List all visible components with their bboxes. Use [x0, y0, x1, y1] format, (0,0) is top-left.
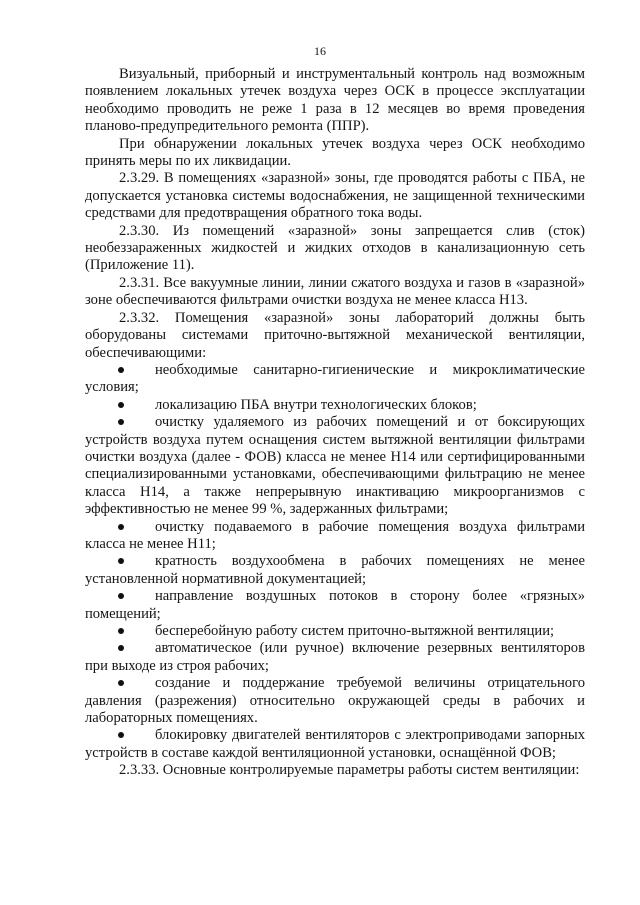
bullet-text: необходимые санитарно-гигиенические и микроклиматические условия; — [85, 361, 585, 396]
bullet-item — [85, 675, 585, 727]
bullet-icon — [118, 419, 124, 425]
bullet-icon — [118, 367, 124, 373]
bullet-item — [85, 519, 585, 554]
bullet-text: очистку удаляемого из рабочих помещений и от боксирующих устройств воздуха путем оснащения систем вытяжной вентиляции фильтрами очистки воздуха (далее - ФОВ) класса не менее H14 или сертифицированными специализированными установками, обеспечивающими фильтрацию не менее класса H14, а также непрерывную инактивацию микроорганизмов с эффективностью не менее 99 %, задержанных фильтрами; — [85, 414, 585, 518]
paragraph-leak-measures: При обнаружении локальных утечек воздуха через ОСК необходимо принять меры по их ликвидации. — [85, 135, 585, 170]
bullet-item — [85, 414, 585, 518]
bullet-text: направление воздушных потоков в сторону более «грязных» помещений; — [85, 588, 585, 622]
bullet-icon — [118, 680, 124, 686]
bullet-item — [85, 640, 585, 675]
paragraph-2-3-31: 2.3.31. Все вакуумные линии, линии сжатого воздуха и газов в «заразной» зоне обеспечиваются фильтрами очистки воздуха не менее класса H13. — [85, 274, 585, 309]
bullet-text: бесперебойную работу систем приточно-вытяжной вентиляции; — [155, 623, 555, 639]
bullet-icon — [118, 402, 124, 408]
bullet-text: локализацию ПБА внутри технологических блоков; — [155, 396, 477, 413]
paragraph-2-3-30: 2.3.30. Из помещений «заразной» зоны запрещается слив (сток) необеззараженных жидкостей и жидких отходов в канализационную сеть (Приложение 11). — [85, 222, 585, 274]
bullet-item — [85, 588, 585, 623]
bullet-icon — [118, 628, 124, 634]
bullet-text: блокировку двигателей вентиляторов с электроприводами запорных устройств в составе каждой вентиляционной установки, оснащённой ФОВ; — [85, 727, 585, 761]
paragraph-visual-control: Визуальный, приборный и инструментальный контроль над возможным появлением локальных утечек воздуха через ОСК в процессе эксплуатации необходимо проводить не реже 1 раза в 12 месяцев во время проведения планово-предупредительного ремонта (ППР). — [85, 66, 585, 135]
paragraph-2-3-32: 2.3.32. Помещения «заразной» зоны лабораторий должны быть оборудованы системами приточно-вытяжной механической вентиляции, обеспечивающими: — [85, 309, 585, 361]
bullet-icon — [118, 524, 124, 530]
paragraph-2-3-29: 2.3.29. В помещениях «заразной» зоны, где проводятся работы с ПБА, не допускается установка системы водоснабжения, не защищенной техническими средствами для предотвращения обратного тока воды. — [85, 170, 585, 222]
bullet-icon — [118, 558, 124, 564]
bullet-icon — [118, 645, 124, 651]
bullet-text: очистку подаваемого в рабочие помещения воздуха фильтрами класса не менее H11; — [85, 518, 585, 552]
document-body — [85, 66, 585, 780]
page-number: 16 — [314, 44, 326, 58]
bullet-text: кратность воздухообмена в рабочих помещениях не менее установленной нормативной документацией; — [85, 553, 585, 587]
bullet-item — [85, 623, 585, 640]
bullet-text: создание и поддержание требуемой величины отрицательного давления (разрежения) относительно окружающей среды в рабочих и лабораторных помещениях. — [85, 675, 585, 727]
bullet-icon — [118, 732, 124, 738]
bullet-icon — [118, 593, 124, 599]
bullet-item — [85, 727, 585, 762]
paragraph-2-3-33: 2.3.33. Основные контролируемые параметры работы систем вентиляции: — [119, 762, 580, 779]
bullet-item — [85, 362, 585, 397]
bullet-text: автоматическое (или ручное) включение резервных вентиляторов при выходе из строя рабочих; — [85, 640, 585, 674]
bullet-item — [85, 397, 585, 414]
bullet-item — [85, 553, 585, 588]
